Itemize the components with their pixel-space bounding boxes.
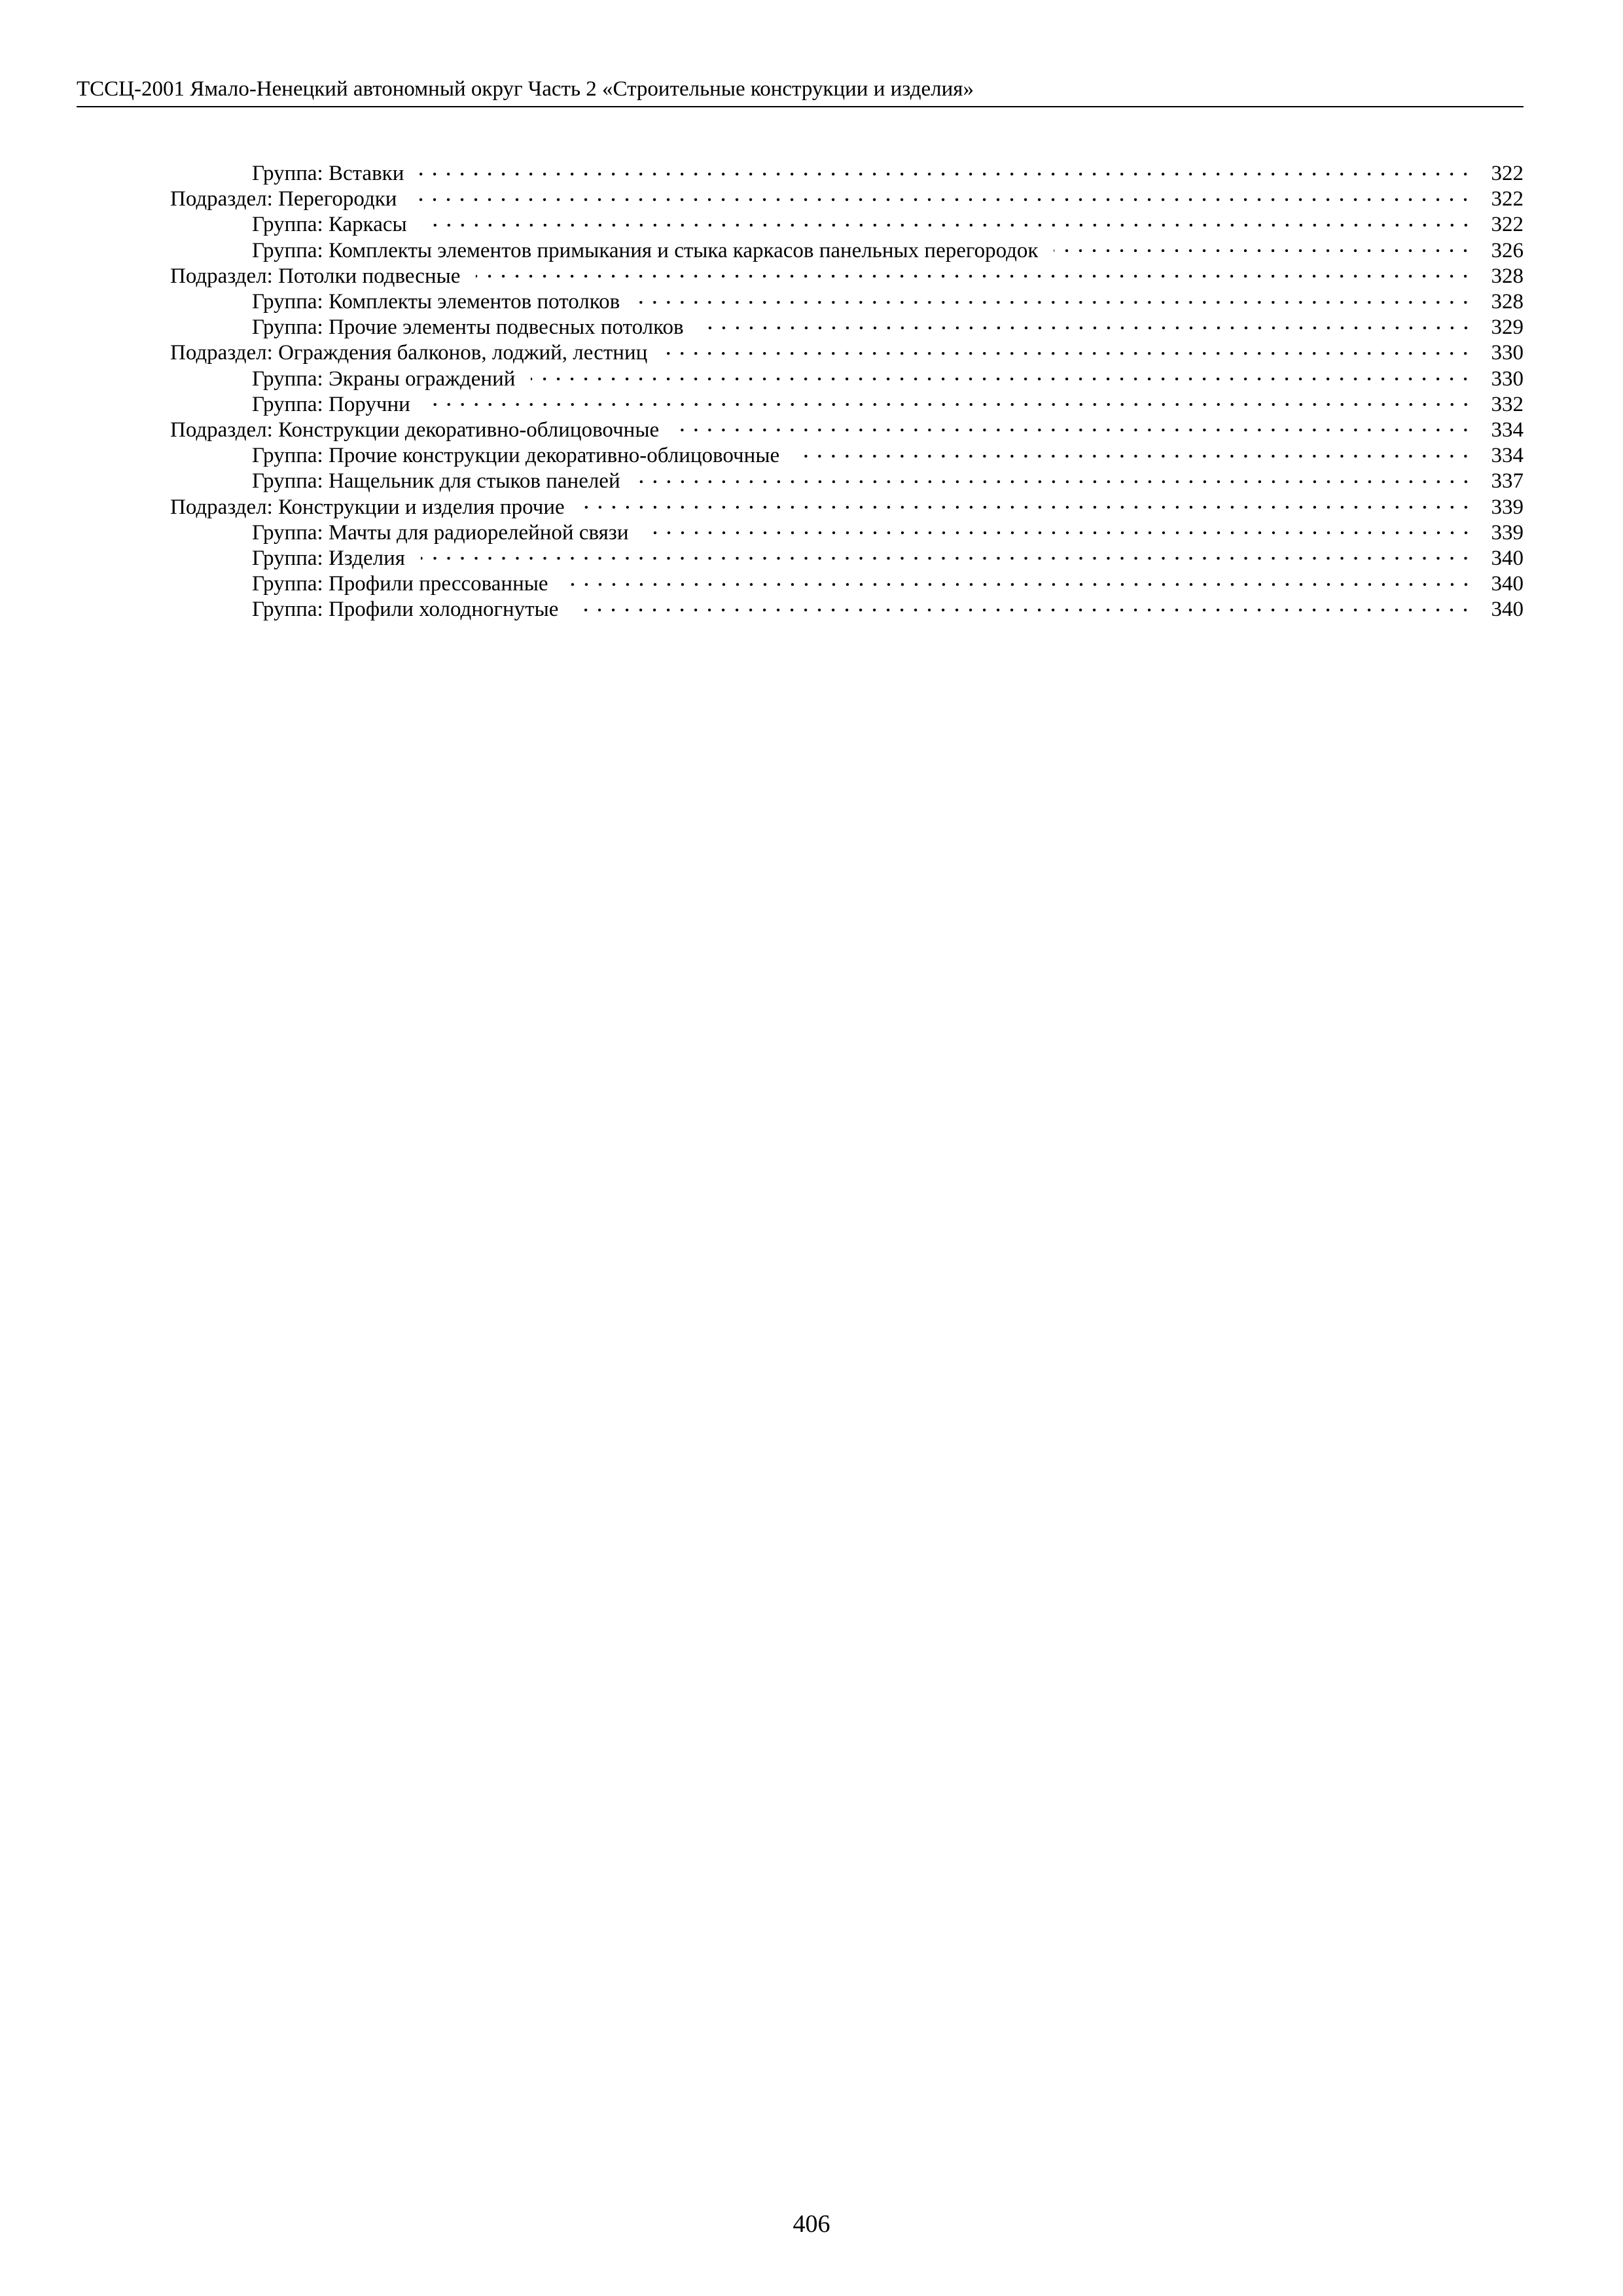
toc-entry[interactable]	[170, 443, 1524, 469]
toc-entry-page: 334	[1491, 444, 1524, 468]
toc-entry-page: 322	[1491, 162, 1524, 186]
toc-entry-label: Подраздел: Конструкции декоративно-облицовочные	[170, 418, 660, 442]
toc-entry-label: Группа: Поручни	[252, 392, 410, 416]
toc-entry-label: Группа: Профили прессованные	[252, 572, 548, 596]
page-header	[77, 76, 1524, 107]
dot-leader	[675, 420, 1472, 440]
toc-entry[interactable]	[170, 289, 1524, 315]
toc-entry-page: 322	[1491, 213, 1524, 237]
dot-leader	[700, 318, 1472, 338]
toc-entry-page: 334	[1491, 418, 1524, 442]
dot-leader	[531, 369, 1472, 389]
toc-entry[interactable]	[170, 597, 1524, 622]
dot-leader	[663, 344, 1472, 363]
toc-entry-label: Группа: Профили холодногнутые	[252, 598, 559, 622]
toc-entry[interactable]	[170, 212, 1524, 238]
dot-leader	[580, 497, 1472, 517]
toc-entry[interactable]	[170, 238, 1524, 264]
toc-entry-label: Группа: Прочие элементы подвесных потолков	[252, 315, 684, 340]
toc-entry-page: 330	[1491, 341, 1524, 365]
toc-entry[interactable]	[170, 546, 1524, 571]
toc-entry[interactable]	[170, 340, 1524, 366]
toc-entry-page: 332	[1491, 392, 1524, 416]
toc-entry-label: Группа: Нащельник для стыков панелей	[252, 469, 620, 493]
toc-entry-label: Группа: Изделия	[252, 546, 405, 570]
toc-entry[interactable]	[170, 161, 1524, 187]
toc-entry-page: 329	[1491, 315, 1524, 340]
toc-entry[interactable]	[170, 520, 1524, 546]
toc-entry-page: 339	[1491, 495, 1524, 519]
toc-entry-label: Группа: Прочие конструкции декоративно-облицовочные	[252, 444, 780, 468]
toc-entry-page: 340	[1491, 598, 1524, 622]
toc-entry-label: Группа: Мачты для радиорелейной связи	[252, 520, 629, 545]
toc-entry[interactable]	[170, 187, 1524, 212]
document-title: ТССЦ-2001 Ямало-Ненецкий автономный округ Часть 2 «Строительные конструкции и изделия»	[77, 77, 974, 101]
toc-entry-page: 328	[1491, 290, 1524, 314]
toc-entry-page: 337	[1491, 469, 1524, 493]
toc-entry-label: Группа: Комплекты элементов потолков	[252, 290, 620, 314]
dot-leader	[645, 523, 1472, 543]
dot-leader	[419, 164, 1472, 184]
dot-leader	[795, 446, 1472, 466]
dot-leader	[574, 600, 1472, 620]
toc-entry-page: 340	[1491, 572, 1524, 596]
dot-leader	[1054, 241, 1472, 260]
toc-entry-page: 339	[1491, 520, 1524, 545]
toc-entry[interactable]	[170, 418, 1524, 443]
dot-leader	[564, 575, 1472, 594]
toc-entry[interactable]	[170, 367, 1524, 392]
page-number: 406	[793, 2210, 830, 2238]
toc-entry[interactable]	[170, 494, 1524, 520]
toc-entry[interactable]	[170, 571, 1524, 597]
dot-leader	[421, 548, 1472, 568]
dot-leader	[412, 190, 1472, 209]
table-of-contents	[170, 161, 1524, 622]
toc-entry-label: Группа: Экраны ограждений	[252, 367, 516, 391]
toc-entry-page: 340	[1491, 546, 1524, 570]
toc-entry-label: Подраздел: Конструкции и изделия прочие	[170, 495, 565, 519]
toc-entry-label: Подраздел: Ограждения балконов, лоджий, лестниц	[170, 341, 648, 365]
dot-leader	[476, 266, 1472, 286]
toc-entry-label: Подраздел: Потолки подвесные	[170, 264, 461, 288]
toc-entry[interactable]	[170, 392, 1524, 418]
dot-leader	[635, 293, 1472, 312]
toc-entry-label: Подраздел: Перегородки	[170, 187, 397, 211]
toc-entry-label: Группа: Комплекты элементов примыкания и стыка каркасов панельных перегородок	[252, 238, 1039, 262]
toc-entry-label: Группа: Вставки	[252, 162, 404, 186]
toc-entry-page: 322	[1491, 187, 1524, 211]
toc-entry[interactable]	[170, 469, 1524, 494]
page-footer	[0, 2210, 1623, 2238]
toc-entry-page: 328	[1491, 264, 1524, 288]
dot-leader	[636, 472, 1472, 492]
dot-leader	[423, 215, 1472, 235]
toc-entry[interactable]	[170, 315, 1524, 340]
dot-leader	[426, 395, 1472, 414]
toc-entry-page: 326	[1491, 238, 1524, 262]
toc-entry[interactable]	[170, 264, 1524, 289]
toc-entry-page: 330	[1491, 367, 1524, 391]
toc-entry-label: Группа: Каркасы	[252, 213, 407, 237]
